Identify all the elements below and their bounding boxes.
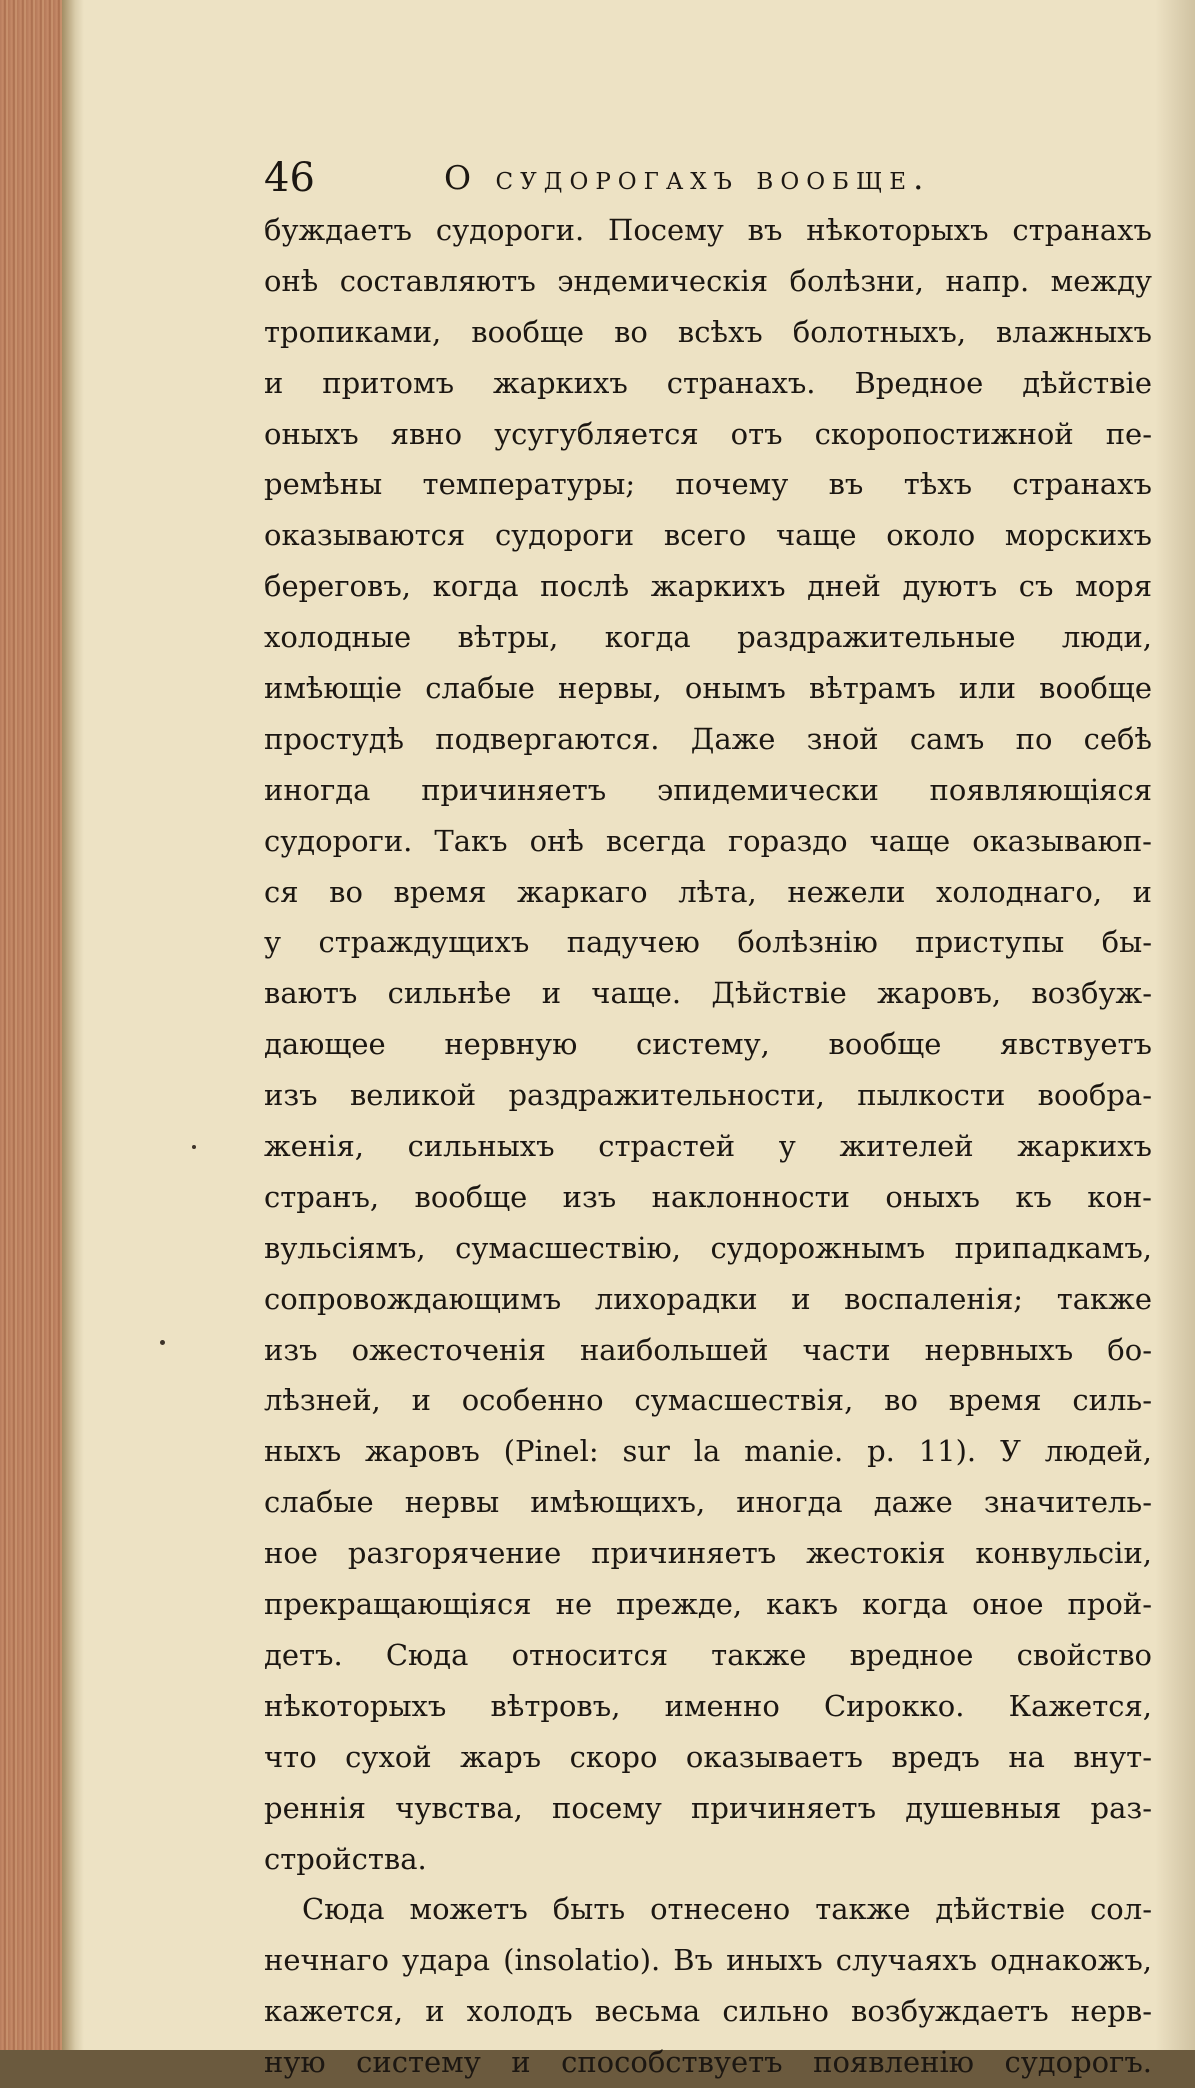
text-line: женія, сильныхъ страстей у жителей жаркихъ <box>264 1129 1152 1164</box>
text-line: ную систему и способствуетъ появленію судорогъ. <box>264 2045 1152 2080</box>
running-title: О судорогахъ вообще. <box>444 158 931 197</box>
text-line: слабые нервы имѣющихъ, иногда даже значитель- <box>264 1485 1152 1520</box>
paragraph-start-line: Сюда можетъ быть отнесено также дѣйствіе сол- <box>302 1892 1152 1927</box>
text-line: береговъ, когда послѣ жаркихъ дней дуютъ съ моря <box>264 569 1152 604</box>
text-line: онѣ составляютъ эндемическія болѣзни, напр. между <box>264 263 1152 298</box>
text-line: иногда причиняетъ эпидемически появляющіяся <box>264 772 1152 807</box>
text-line: детъ. Сюда относится также вредное свойство <box>264 1637 1152 1672</box>
page-number: 46 <box>264 155 315 201</box>
text-line: ваютъ сильнѣе и чаще. Дѣйствіе жаровъ, возбуж- <box>264 976 1152 1011</box>
text-line: прекращающіяся не прежде, какъ когда оное прой- <box>264 1587 1152 1622</box>
text-line: простудѣ подвергаются. Даже зной самъ по себѣ <box>264 721 1152 756</box>
text-line: ное разгорячение причиняетъ жестокія конвульсіи, <box>264 1536 1152 1571</box>
paper-speck <box>160 1340 165 1345</box>
text-line: ремѣны температуры; почему въ тѣхъ странахъ <box>264 467 1152 502</box>
paragraph-end-line: стройства. <box>264 1841 427 1876</box>
text-line: изъ великой раздражительности, пылкости вообра- <box>264 1078 1152 1113</box>
text-line: изъ ожесточенія наибольшей части нервныхъ бо- <box>264 1332 1152 1367</box>
book-page-edges <box>0 0 62 2050</box>
text-line: странъ, вообще изъ наклонности оныхъ къ кон- <box>264 1179 1152 1214</box>
page-edge-shade <box>1155 0 1195 2050</box>
text-line: оказываются судороги всего чаще около морскихъ <box>264 518 1152 553</box>
text-line: ныхъ жаровъ (Pinel: sur la manie. p. 11). У людей, <box>264 1434 1152 1469</box>
text-line: что сухой жаръ скоро оказываетъ вредъ на внут- <box>264 1739 1152 1774</box>
text-line: тропиками, вообще во всѣхъ болотныхъ, влажныхъ <box>264 314 1152 349</box>
text-line: кажется, и холодъ весьма сильно возбуждаетъ нерв- <box>264 1994 1152 2029</box>
text-line: судороги. Такъ онѣ всегда гораздо чаще оказываюп- <box>264 823 1152 858</box>
running-head <box>264 148 1144 208</box>
text-line: реннія чувства, посему причиняетъ душевныя раз- <box>264 1790 1152 1825</box>
text-line: и притомъ жаркихъ странахъ. Вредное дѣйствіе <box>264 365 1152 400</box>
text-line: лѣзней, и особенно сумасшествія, во время силь- <box>264 1383 1152 1418</box>
body-text <box>264 205 1152 2088</box>
text-line: буждаетъ судороги. Посему въ нѣкоторыхъ странахъ <box>264 213 1152 247</box>
gutter-shadow <box>62 0 84 2050</box>
text-line: нечнаго удара (insolatio). Въ иныхъ случаяхъ однакожъ, <box>264 1943 1152 1978</box>
text-line: сопровождающимъ лихорадки и воспаленія; также <box>264 1281 1152 1316</box>
text-line: дающее нервную систему, вообще явствуетъ <box>264 1027 1152 1062</box>
text-line: нѣкоторыхъ вѣтровъ, именно Сирокко. Кажется, <box>264 1688 1152 1723</box>
text-line: ся во время жаркаго лѣта, нежели холоднаго, и <box>264 874 1152 909</box>
text-line: имѣющіе слабые нервы, онымъ вѣтрамъ или вообще <box>264 671 1152 706</box>
text-line: у страждущихъ падучею болѣзнію приступы бы- <box>264 925 1152 960</box>
paper-speck <box>192 1145 196 1149</box>
text-line: холодные вѣтры, когда раздражительные люди, <box>264 620 1152 655</box>
text-line: вульсіямъ, сумасшествію, судорожнымъ припадкамъ, <box>264 1230 1152 1265</box>
text-line: оныхъ явно усугубляется отъ скоропостижной пе- <box>264 416 1152 451</box>
